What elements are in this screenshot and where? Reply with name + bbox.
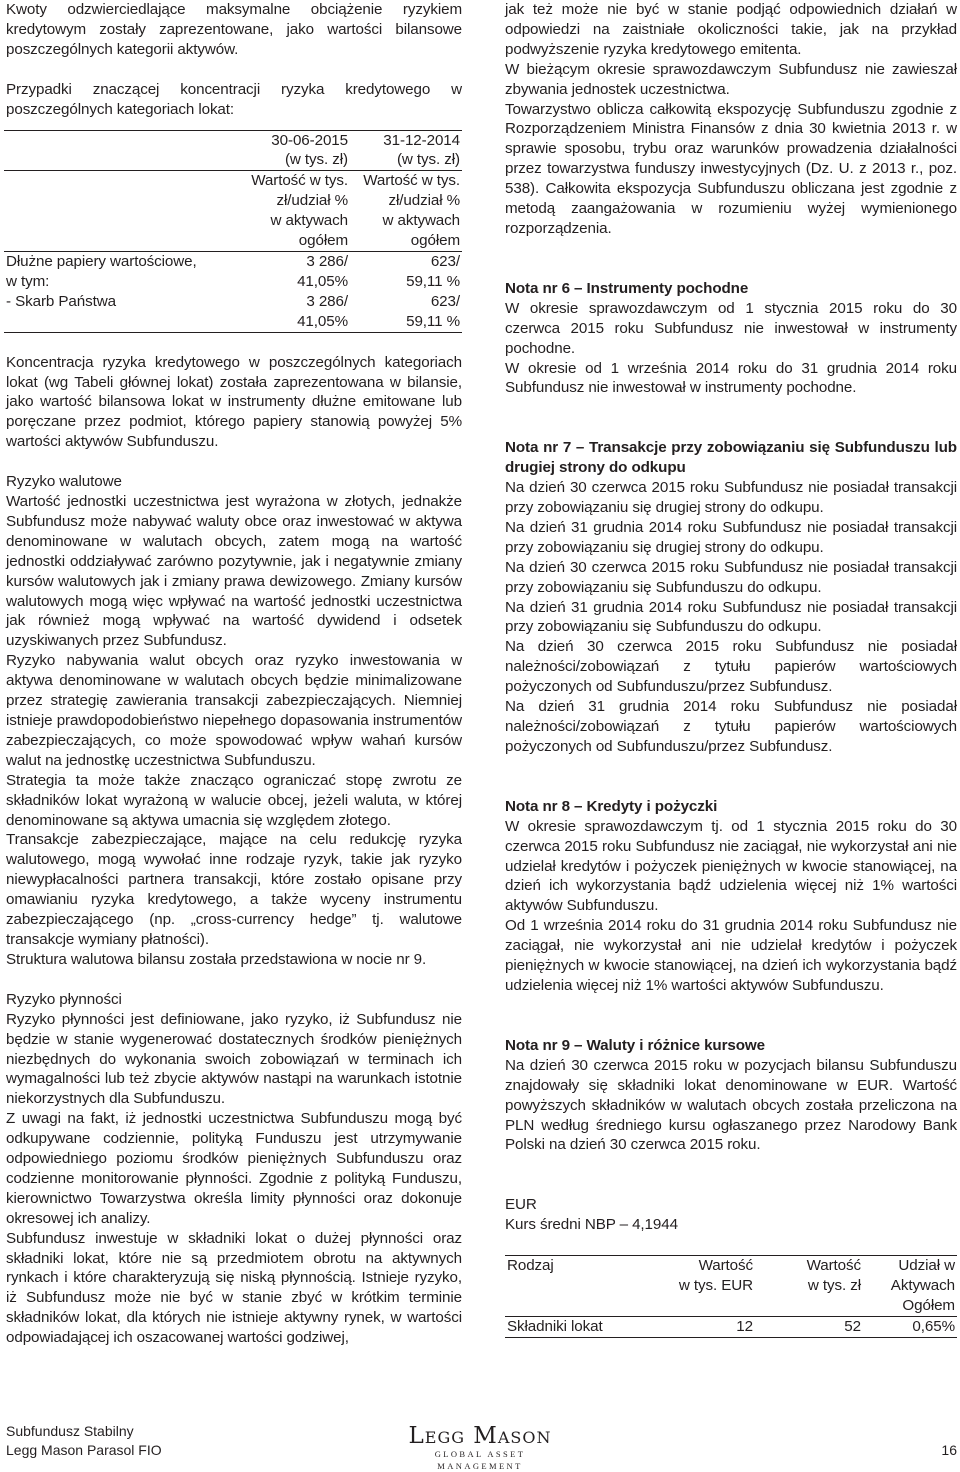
liquidity-paragraph: Ryzyko płynności jest definiowane, jako ryzyko, iż Subfundusz nie będzie w stanie wygenerować dostatecznych środków pieniężnych niezbędnych do wykonania swoich zobowiązań w terminach ich wymagalności lub też zbycie aktywów nastąpi na warunkach istotnie niekorzystnych dla Subfunduszu. xyxy=(6,1010,462,1108)
col-header: w tys. EUR xyxy=(678,1277,753,1295)
col-header: 31-12-2014 xyxy=(350,130,462,150)
note-8-title: Nota nr 8 – Kredyty i pożyczki xyxy=(505,797,718,815)
footer-fund-name xyxy=(6,1422,162,1459)
col-header: 30-06-2015 xyxy=(233,130,350,150)
col-header: Rodzaj xyxy=(505,1256,659,1276)
currency-label: EUR xyxy=(505,1196,537,1214)
fx-paragraph: Ryzyko nabywania walut obcych oraz ryzyko inwestowania w aktywa denominowane w walutach obcych będzie minimalizowane przez strategię zawierania transakcji zabezpieczających. Niemniej istnieje prawdopodobieństwo niepełnego dopasowania instrumentów zabezpieczających, co może spowodować wpływ wahań kursów walut na jednostkę uczestnictwa Subfunduszu. xyxy=(6,652,462,769)
col-header: w aktywach xyxy=(270,212,348,230)
col-header: zł/udział % xyxy=(388,192,460,210)
row-label: - Skarb Państwa xyxy=(6,292,116,310)
continuation-paragraph: jak też może nie być w stanie podjąć odpowiednich działań w odpowiedzi na zaistniałe okoliczności takie, jak na przykład podwyższenie ryzyka kredytowego emitenta. xyxy=(505,1,957,58)
page-number: 16 xyxy=(941,1442,957,1458)
col-header: (w tys. zł) xyxy=(396,151,460,169)
col-header: zł/udział % xyxy=(276,192,348,210)
note-8-paragraph: Od 1 września 2014 roku do 31 grudnia 2014 roku Subfundusz nie zaciągał, nie wykorzystał ani nie udzielał kredytów i pożyczek pieniężnych w kwocie stanowiącej, na dzień ich wykorzystania bądź udzielenia więcej niż 1% wartości aktywów Subfunduszu. xyxy=(505,917,957,994)
exchange-rate: Kurs średni NBP – 4,1944 xyxy=(505,1216,678,1234)
cell-value: 623/ xyxy=(350,251,462,271)
col-header: Wartość xyxy=(755,1256,863,1276)
concentration-paragraph: Koncentracja ryzyka kredytowego w poszczególnych kategoriach lokat (wg Tabeli głównej lokat) została zaprezentowana w bilansie, jako wartość bilansowa lokat w instrumenty dłużne emitowane lub poręczane przez podmiot, którego papiery stanowią powyżej 5% wartości aktywów Subfunduszu. xyxy=(6,353,462,451)
note-7-paragraph: Na dzień 31 grudnia 2014 roku Subfundusz nie posiadał transakcji przy zobowiązaniu się drugiej strony do odkupu. xyxy=(505,518,957,556)
row-label: Dłużne papiery wartościowe, xyxy=(4,251,233,271)
col-header: Udział w xyxy=(863,1256,957,1276)
cell-value: 3 286/ xyxy=(233,251,350,271)
left-column xyxy=(6,0,462,1348)
concentration-intro: Przypadki znaczącej koncentracji ryzyka kredytowego w poszczególnych kategoriach lokat: xyxy=(6,80,462,118)
logo-tagline: GLOBAL ASSET MANAGEMENT xyxy=(434,1449,526,1471)
fx-paragraph: Transakcje zabezpieczające, mające na celu redukcję ryzyka walutowego, mogą wywołać inne rodzaje ryzyk, takie jak ryzyko niewypłacalności partnera transakcji, które zostało opisane przy omawianiu ryzyka kredytowego, a także wyceny instrumentu zabezpieczającego (np. „cross-currency hedge” tj. walutowe transakcje wymiany płatności). xyxy=(6,831,462,948)
col-header: Wartość w tys. xyxy=(233,171,350,191)
note-9-title: Nota nr 9 – Waluty i różnice kursowe xyxy=(505,1036,765,1054)
cell-value: 12 xyxy=(659,1316,755,1337)
note-6-paragraph: W okresie od 1 września 2014 roku do 31 grudnia 2014 roku Subfundusz nie inwestował w instrumenty pochodne. xyxy=(505,359,957,397)
note-7-paragraph: Na dzień 30 czerwca 2015 roku Subfundusz nie posiadał należności/zobowiązań z tytułu papierów wartościowych pożyczonych od Subfunduszu/przez Subfundusz. xyxy=(505,638,957,696)
footer-line: Subfundusz Stabilny xyxy=(6,1423,134,1439)
currency-table xyxy=(505,1255,957,1338)
col-header: ogółem xyxy=(410,232,460,250)
col-header: Aktywach xyxy=(890,1277,955,1295)
col-header: w tys. zł xyxy=(807,1277,861,1295)
row-label xyxy=(4,312,233,332)
table-row xyxy=(4,312,462,332)
col-header: Wartość w tys. xyxy=(350,171,462,191)
note-7-paragraph: Na dzień 31 grudnia 2014 roku Subfundusz nie posiadał transakcji przy zobowiązaniu się Subfunduszu do odkupu. xyxy=(505,598,957,636)
logo-wordmark: Legg Mason xyxy=(408,1423,552,1449)
cell-value: 41,05% xyxy=(297,272,348,290)
cell-value: 3 286/ xyxy=(306,292,348,310)
fx-paragraph: Struktura walutowa bilansu została przedstawiona w nocie nr 9. xyxy=(6,950,427,968)
continuation-paragraph: Towarzystwo oblicza całkowitą ekspozycję Subfunduszu zgodnie z Rozporządzeniem Ministra Finansów z dnia 30 kwietnia 2013 r. w sprawie sposobu, trybu oraz warunków prowadzenia działalności przez towarzystwa funduszy inwestycyjnych (Dz. U. z 2013 r., poz. 538). Całkowita ekspozycja Subfunduszu obliczana jest zgodnie z metodą zaangażowania w rozumieniu wyżej wymienionego rozporządzenia. xyxy=(505,100,957,237)
col-header: w aktywach xyxy=(382,212,460,230)
col-header: ogółem xyxy=(298,232,348,250)
row-label: Składniki lokat xyxy=(505,1316,659,1337)
fx-paragraph: Wartość jednostki uczestnictwa jest wyrażona w złotych, jednakże Subfundusz może nabywać waluty obce oraz inwestować w aktywa denominowane w walutach obcych, zatem mogą na wartość jednostki oddziaływać zarówno pozytywnie, jak i negatywnie zmiany kursów walutowych jak i zmiany prawa dewizowego. Zmiany kursów walutowych mogą więc wpływać na wartość jednostki uczestnictwa jak również mogą wpływać na wartość dywidend i odsetek uzyskiwanych przez Subfundusz. xyxy=(6,493,462,650)
note-7-paragraph: Na dzień 31 grudnia 2014 roku Subfundusz nie posiadał należności/zobowiązań z tytułu papierów wartościowych pożyczonych od Subfunduszu/przez Subfundusz. xyxy=(505,698,957,755)
continuation-paragraph: W bieżącym okresie sprawozdawczym Subfundusz nie zawieszał zbywania jednostek uczestnictwa. xyxy=(505,60,957,98)
col-header: Wartość xyxy=(659,1256,755,1276)
note-8-paragraph: W okresie sprawozdawczym tj. od 1 stycznia 2015 roku do 30 czerwca 2015 roku Subfundusz nie zaciągał, nie wykorzystał ani nie udzielał kredytów i pożyczek pieniężnych w kwocie stanowiącej, na dzień ich wykorzystania bądź udzielenia więcej niż 1% wartości aktywów Subfunduszu. xyxy=(505,817,957,915)
footer-line: Legg Mason Parasol FIO xyxy=(6,1441,162,1458)
note-7-paragraph: Na dzień 30 czerwca 2015 roku Subfundusz nie posiadał transakcji przy zobowiązaniu się drugiej strony do odkupu. xyxy=(505,479,957,517)
note-6-paragraph: W okresie sprawozdawczym od 1 stycznia 2015 roku do 30 czerwca 2015 roku Subfundusz nie inwestował w instrumenty pochodne. xyxy=(505,299,957,357)
note-7-paragraph: Na dzień 30 czerwca 2015 roku Subfundusz nie posiadał transakcji przy zobowiązaniu się Subfunduszu do odkupu. xyxy=(505,558,957,596)
row-label: w tym: xyxy=(6,272,50,290)
cell-value: 52 xyxy=(755,1316,863,1337)
legg-mason-logo xyxy=(400,1424,560,1472)
note-9-paragraph: Na dzień 30 czerwca 2015 roku w pozycjach bilansu Subfunduszu znajdowały się składniki lokat denominowane w EUR. Wartość powyższych składników w walutach obcych została przeliczona na PLN według średniego kursu ogłaszanego przez Narodowy Bank Polski na dzień 30 czerwca 2015 roku. xyxy=(505,1056,957,1154)
cell-value: 623/ xyxy=(430,292,460,310)
cell-value: 0,65% xyxy=(863,1316,957,1337)
credit-concentration-table xyxy=(4,130,462,333)
table-row xyxy=(4,292,462,312)
fx-paragraph: Strategia ta może także znacząco ograniczać stopę zwrotu ze składników lokat wyrażoną w walucie obcej, jeżeli waluta, w której denominowane są aktywa umacnia się względem złotego. xyxy=(6,771,462,829)
right-column xyxy=(505,0,957,1338)
cell-value: 41,05% xyxy=(233,312,350,332)
cell-value: 59,11 % xyxy=(350,312,462,332)
note-7-title: Nota nr 7 – Transakcje przy zobowiązaniu się Subfunduszu lub drugiej strony do odkupu xyxy=(505,439,957,477)
section-title-fx-risk: Ryzyko walutowe xyxy=(6,473,122,491)
cell-value: 59,11 % xyxy=(406,272,460,290)
table-row xyxy=(4,251,462,271)
liquidity-paragraph: Subfundusz inwestuje w składniki lokat o dużej płynności oraz składniki lokat, które nie są przedmiotem obrotu na aktywnych rynkach i które charakteryzują się niską płynnością. Istnieje ryzyko, iż Subfundusz może nie być w stanie zbyć w krótkim terminie składników lokat, dla których nie istnieje aktywny rynek, w wartości odpowiadającej ich oszacowanej wartości godziwej, xyxy=(6,1229,462,1347)
table-row xyxy=(505,1316,957,1337)
col-header: Ogółem xyxy=(902,1296,955,1314)
col-header: (w tys. zł) xyxy=(284,151,348,169)
intro-paragraph: Kwoty odzwierciedlające maksymalne obciążenie ryzykiem kredytowym zostały zaprezentowane, jako wartości bilansowe poszczególnych kategorii aktywów. xyxy=(6,1,462,58)
note-6-title: Nota nr 6 – Instrumenty pochodne xyxy=(505,279,749,297)
section-title-liquidity-risk: Ryzyko płynności xyxy=(6,990,122,1008)
table-row xyxy=(4,272,462,292)
liquidity-paragraph: Z uwagi na fakt, iż jednostki uczestnictwa Subfunduszu mogą być odkupywane codziennie, polityką Funduszu jest utrzymywanie odpowiedniego poziomu środków pieniężnych Subfunduszu oraz codzienne monitorowanie płynności. Zgodnie z polityką Funduszu, kierownictwo Towarzystwa określa limity płynności oraz dokonuje okresowej ich analizy. xyxy=(6,1110,462,1227)
